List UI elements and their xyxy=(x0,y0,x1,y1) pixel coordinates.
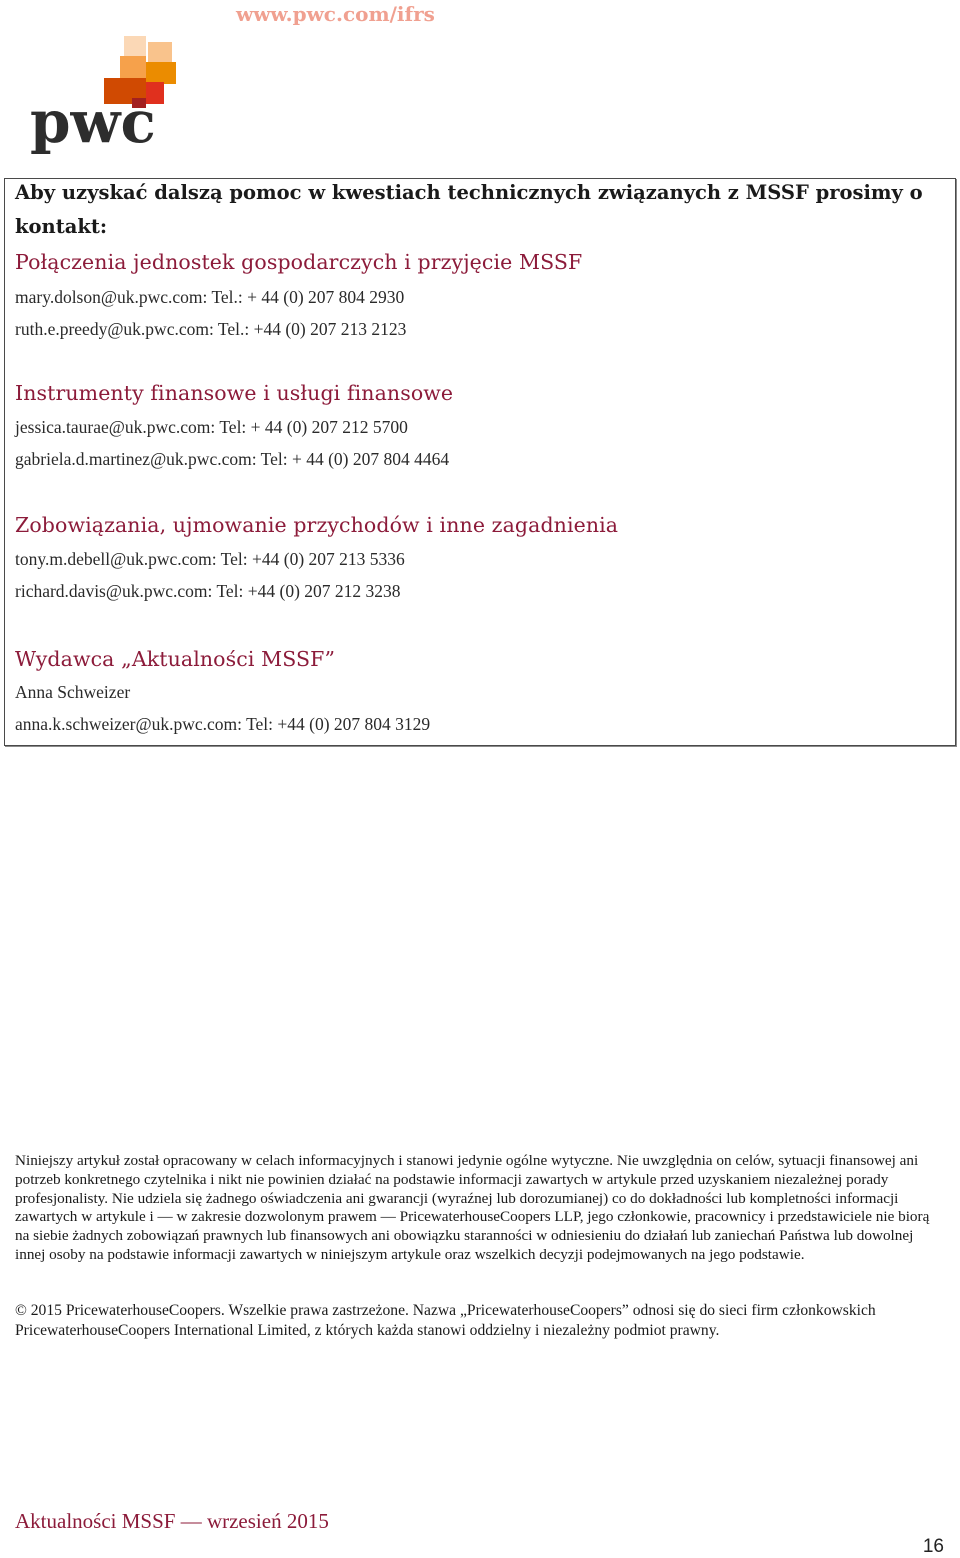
contact-line[interactable]: anna.k.schweizer@uk.pwc.com: Tel: +44 (0) 207 804 3129 xyxy=(15,714,431,734)
contact-line[interactable]: richard.davis@uk.pwc.com: Tel: +44 (0) 207 212 3238 xyxy=(15,581,401,601)
copyright-text: © 2015 PricewaterhouseCoopers. Wszelkie prawa zastrzeżone. Nazwa „PricewaterhouseCoopers” odnosi się do sieci firm członkowskich PricewaterhouseCoopers International Limited, z których każda stanowi oddzielny i niezależny podmiot prawny. xyxy=(15,1302,876,1339)
page-number: 16 xyxy=(922,1536,944,1557)
editor-name: Anna Schweizer xyxy=(15,682,131,702)
contact-line[interactable]: jessica.taurae@uk.pwc.com: Tel: + 44 (0) 207 212 5700 xyxy=(15,417,408,437)
section-title-financial-instruments: Instrumenty finansowe i usługi finansowe xyxy=(15,381,454,405)
section-title-editor: Wydawca „Aktualności MSSF” xyxy=(15,647,336,671)
header-url[interactable]: www.pwc.com/ifrs xyxy=(236,2,435,26)
contact-intro: Aby uzyskać dalszą pomoc w kwestiach technicznych związanych z MSSF prosimy o kontakt: xyxy=(15,181,923,238)
logo-wordmark: pwc xyxy=(30,88,156,156)
disclaimer-text: Niniejszy artykuł został opracowany w celach informacyjnych i stanowi jedynie ogólne wytyczne. Nie uwzględnia on celów, sytuacji finansowej ani potrzeb konkretnego czytelnika i nikt nie powinien działać na podstawie informacji zawartych w artykule przed uzyskaniem niezależnej porady profesjonalisty. Nie udziela się żadnego oświadczenia ani gwarancji (wyraźnej lub dorozumianej) co do dokładności lub kompletności informacji zawartych w artykule i — w zakresie dozwolonym prawem — PricewaterhouseCoopers LLP, jego członkowie, pracownicy i przedstawiciele nie biorą na siebie żadnych zobowiązań prawnych lub finansowych ani obowiązku staranności w odniesieniu do działań lub zaniechań Państwa lub dowolnej innej osoby na podstawie informacji zawartych w niniejszym artykule oraz wszelkich decyzji podejmowanych na jego podstawie. xyxy=(15,1152,930,1263)
contact-line[interactable]: tony.m.debell@uk.pwc.com: Tel: +44 (0) 207 213 5336 xyxy=(15,549,405,569)
footer-title: Aktualności MSSF — wrzesień 2015 xyxy=(15,1509,329,1533)
section-title-business-combinations: Połączenia jednostek gospodarczych i przyjęcie MSSF xyxy=(15,250,583,274)
contact-line[interactable]: gabriela.d.martinez@uk.pwc.com: Tel: + 44 (0) 207 804 4464 xyxy=(15,449,450,469)
contact-line[interactable]: mary.dolson@uk.pwc.com: Tel.: + 44 (0) 207 804 2930 xyxy=(15,287,405,307)
contact-line[interactable]: ruth.e.preedy@uk.pwc.com: Tel.: +44 (0) 207 213 2123 xyxy=(15,319,407,339)
section-title-liabilities: Zobowiązania, ujmowanie przychodów i inne zagadnienia xyxy=(15,513,619,537)
pwc-logo xyxy=(28,34,188,164)
